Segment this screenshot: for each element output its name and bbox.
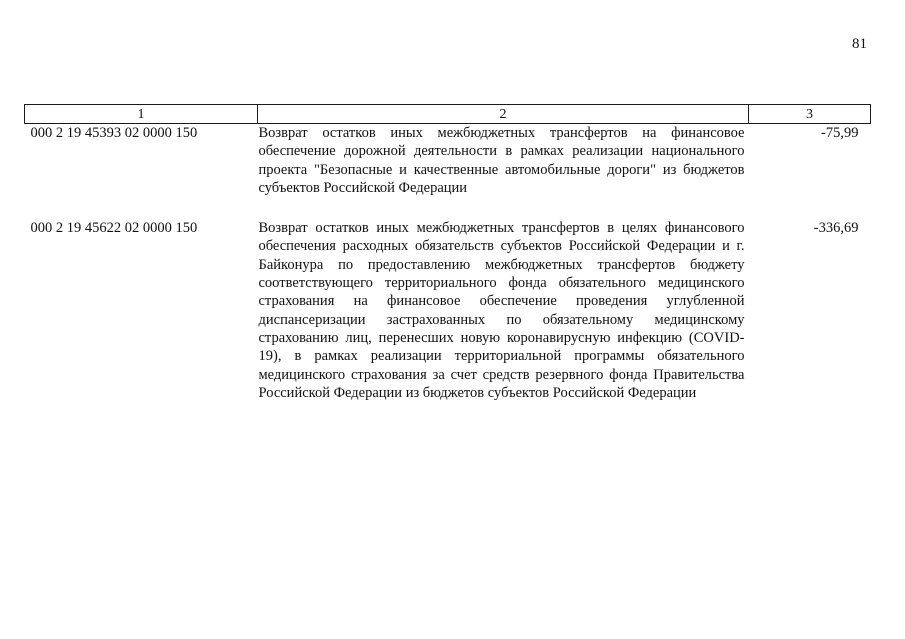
budget-code: 000 2 19 45622 02 0000 150 [30, 220, 198, 237]
column-header-code: 1 [25, 105, 258, 124]
table-row [25, 219, 871, 402]
budget-amount: -75,99 [821, 125, 859, 141]
row-spacer [25, 197, 871, 219]
budget-description: Возврат остатков иных межбюджетных трансфертов на финансовое обеспечение дорожной деятельности в рамках реализации национального проекта "Безопасные и качественные автомобильные дороги" из бюджетов субъектов Российской Федерации [258, 125, 745, 196]
table-header-row [25, 105, 871, 124]
budget-description: Возврат остатков иных межбюджетных трансфертов в целях финансового обеспечения расходных обязательств субъектов Российской Федерации и г. Байконура по предоставлению межбюджетных трансфертов бюджету соответствующего территориального фонда обязательного медицинского страхования на финансовое обеспечение проведения углубленной диспансеризации застрахованных по обязательному медицинскому страхованию лиц, перенесших новую коронавирусную инфекцию (COVID-19), в рамках реализации территориальной программы обязательного медицинского страхования за счет средств резервного фонда Правительства Российской Федерации из бюджетов субъектов Российской Федерации [258, 220, 745, 401]
budget-amount: -336,69 [813, 220, 859, 237]
budget-table [24, 104, 871, 402]
table-row [25, 124, 871, 198]
column-header-amount: 3 [749, 105, 871, 124]
page-number: 81 [852, 36, 867, 52]
budget-code: 000 2 19 45393 02 0000 150 [30, 125, 198, 141]
column-header-description: 2 [258, 105, 749, 124]
